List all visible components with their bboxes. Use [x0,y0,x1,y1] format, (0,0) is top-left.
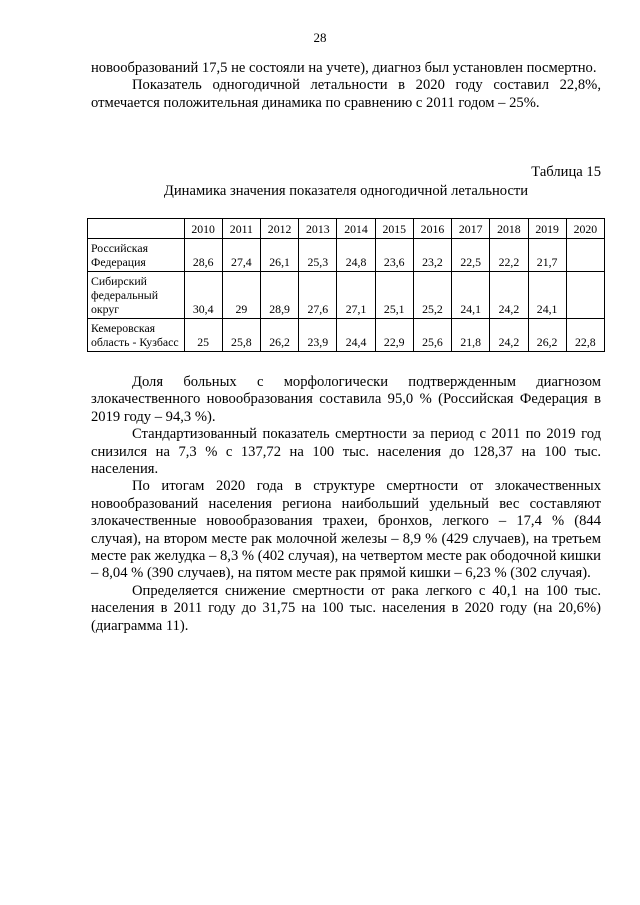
year-header: 2015 [375,219,413,239]
table-row [88,239,605,272]
value-cell: 26,2 [528,319,566,352]
paragraph: Показатель одногодичной летальности в 2020 году составил 22,8%, отмечается положительная динамика по сравнению с 2011 годом – 25%. [91,77,601,111]
value-cell: 30,4 [184,272,222,319]
year-header: 2012 [260,219,298,239]
table-row [88,319,605,352]
value-cell: 27,1 [337,272,375,319]
value-cell: 25,3 [299,239,337,272]
value-cell: 22,9 [375,319,413,352]
value-cell: 22,2 [490,239,528,272]
year-header: 2018 [490,219,528,239]
value-cell: 24,4 [337,319,375,352]
value-cell: 23,9 [299,319,337,352]
value-cell: 24,2 [490,272,528,319]
table-label: Таблица 15 [531,164,601,180]
table-title: Динамика значения показателя одногодичной летальности [163,183,529,199]
value-cell: 23,6 [375,239,413,272]
region-cell: Сибирский федеральный округ [88,272,185,319]
value-cell: 25 [184,319,222,352]
value-cell: 25,8 [222,319,260,352]
table-header-row [88,219,605,239]
year-header: 2011 [222,219,260,239]
paragraph: новообразований 17,5 не состояли на учете), диагноз был установлен посмертно. [91,60,597,76]
value-cell: 24,1 [528,272,566,319]
paragraph: Доля больных с морфологически подтвержденным диагнозом злокачественного новообразования составила 95,0 % (Российская Федерация в 2019 году – 94,3 %). [91,374,601,425]
value-cell: 27,4 [222,239,260,272]
year-header: 2017 [452,219,490,239]
value-cell: 24,8 [337,239,375,272]
value-cell: 28,6 [184,239,222,272]
body-text [91,374,601,635]
value-cell [566,239,604,272]
intro-text [91,60,601,112]
year-header: 2014 [337,219,375,239]
value-cell: 21,7 [528,239,566,272]
value-cell: 26,2 [260,319,298,352]
mortality-table [87,218,605,352]
value-cell: 29 [222,272,260,319]
value-cell: 25,1 [375,272,413,319]
year-header: 2020 [566,219,604,239]
page-number: 28 [313,30,327,45]
value-cell: 22,5 [452,239,490,272]
table-row [88,272,605,319]
region-cell: Кемеровская область - Кузбасс [88,319,185,352]
paragraph: Стандартизованный показатель смертности за период с 2011 по 2019 год снизился на 7,3 % с 137,72 на 100 тыс. населения до 128,37 на 100 тыс. населения. [91,426,601,478]
value-cell: 21,8 [452,319,490,352]
year-header: 2010 [184,219,222,239]
value-cell: 24,1 [452,272,490,319]
year-header: 2013 [299,219,337,239]
value-cell: 25,6 [413,319,451,352]
table-corner-cell [88,219,185,239]
year-header: 2019 [528,219,566,239]
value-cell: 24,2 [490,319,528,352]
year-header: 2016 [413,219,451,239]
value-cell [566,272,604,319]
paragraph: По итогам 2020 года в структуре смертности от злокачественных новообразований населения региона наибольший удельный вес составляют злокачественные новообразования трахеи, бронхов, легкого – 17,4 % (844 случая), на втором месте рак молочной железы – 8,9 % (429 случаев), на третьем месте рак желудка – 8,3 % (402 случая), на четвертом месте рак ободочной кишки – 8,04 % (390 случаев), на пятом месте рак прямой кишки – 6,23 % (302 случая). [91,478,601,582]
paragraph: Определяется снижение смертности от рака легкого с 40,1 на 100 тыс. населения в 2011 году до 31,75 на 100 тыс. населения в 2020 году (на 20,6%) (диаграмма 11). [91,582,601,634]
region-cell: Российская Федерация [88,239,185,272]
value-cell: 28,9 [260,272,298,319]
value-cell: 27,6 [299,272,337,319]
value-cell: 22,8 [566,319,604,352]
value-cell: 23,2 [413,239,451,272]
value-cell: 26,1 [260,239,298,272]
value-cell: 25,2 [413,272,451,319]
